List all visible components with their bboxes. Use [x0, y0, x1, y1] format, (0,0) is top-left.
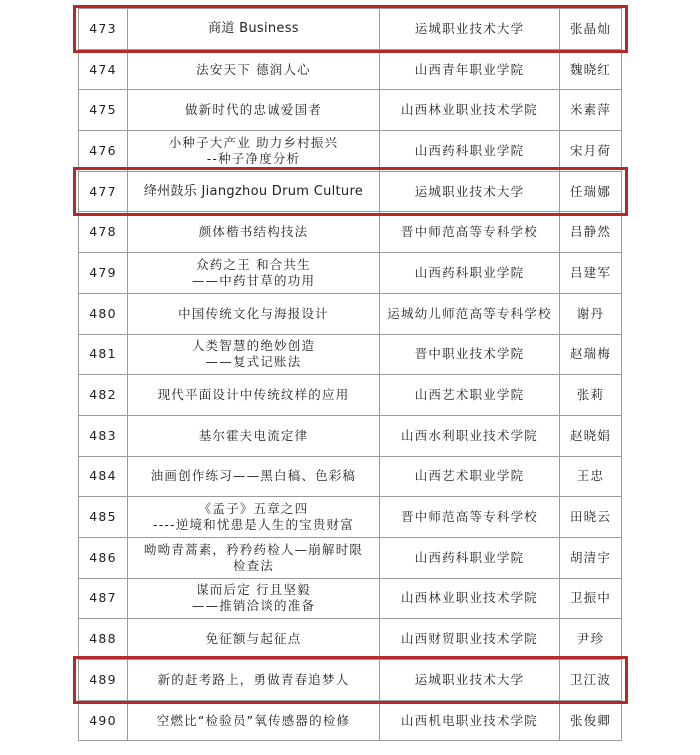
school-name: 山西水利职业技术学院: [380, 415, 560, 456]
row-number: 482: [79, 375, 128, 416]
teacher-name: 宋月荷: [560, 131, 622, 172]
course-title: 绛州鼓乐 Jiangzhou Drum Culture: [128, 171, 380, 212]
row-number: 477: [79, 171, 128, 212]
school-name: 山西林业职业技术学院: [380, 90, 560, 131]
course-title: 谋而后定 行且坚毅 ——推销洽谈的准备: [128, 578, 380, 619]
course-title: 做新时代的忠诚爱国者: [128, 90, 380, 131]
table-row: [79, 700, 622, 741]
teacher-name: 张俊卿: [560, 700, 622, 741]
row-number: 473: [79, 9, 128, 50]
row-number: 484: [79, 456, 128, 497]
teacher-name: 卫振中: [560, 578, 622, 619]
teacher-name: 任瑞娜: [560, 171, 622, 212]
school-name: 晋中师范高等专科学校: [380, 497, 560, 538]
school-name: 山西药科职业学院: [380, 537, 560, 578]
table-row: [79, 49, 622, 90]
teacher-name: 张晶灿: [560, 9, 622, 50]
school-name: 运城职业技术大学: [380, 660, 560, 701]
row-number: 476: [79, 131, 128, 172]
course-title: 颜体楷书结构技法: [128, 212, 380, 253]
teacher-name: 赵瑞梅: [560, 334, 622, 375]
row-number: 474: [79, 49, 128, 90]
course-title: 基尔霍夫电流定律: [128, 415, 380, 456]
teacher-name: 赵晓娟: [560, 415, 622, 456]
row-number: 485: [79, 497, 128, 538]
row-number: 489: [79, 660, 128, 701]
school-name: 山西林业职业技术学院: [380, 578, 560, 619]
school-name: 山西机电职业技术学院: [380, 700, 560, 741]
teacher-name: 胡清宇: [560, 537, 622, 578]
table-row: [79, 212, 622, 253]
school-name: 晋中师范高等专科学校: [380, 212, 560, 253]
table-row: [79, 415, 622, 456]
row-number: 487: [79, 578, 128, 619]
school-name: 山西青年职业学院: [380, 49, 560, 90]
course-title: 中国传统文化与海报设计: [128, 293, 380, 334]
teacher-name: 田晓云: [560, 497, 622, 538]
school-name: 运城职业技术大学: [380, 171, 560, 212]
table-row: [79, 375, 622, 416]
course-title: 《孟子》五章之四 ----逆境和忧患是人生的宝贵财富: [128, 497, 380, 538]
table-row: [79, 619, 622, 660]
table-row: [79, 171, 622, 212]
table-row: [79, 497, 622, 538]
teacher-name: 吕建军: [560, 253, 622, 294]
course-title: 法安天下 德润人心: [128, 49, 380, 90]
teacher-name: 卫江波: [560, 660, 622, 701]
row-number: 490: [79, 700, 128, 741]
course-title: 现代平面设计中传统纹样的应用: [128, 375, 380, 416]
table-row: [79, 660, 622, 701]
course-table-body: [79, 9, 622, 741]
table-row: [79, 456, 622, 497]
row-number: 486: [79, 537, 128, 578]
course-title: 免征额与起征点: [128, 619, 380, 660]
table-row: [79, 90, 622, 131]
course-table: [78, 8, 622, 741]
school-name: 山西财贸职业技术学院: [380, 619, 560, 660]
teacher-name: 张莉: [560, 375, 622, 416]
teacher-name: 米素萍: [560, 90, 622, 131]
course-title: 呦呦青蒿素，矜矜药检人—崩解时限 检查法: [128, 537, 380, 578]
teacher-name: 吕静然: [560, 212, 622, 253]
table-row: [79, 578, 622, 619]
row-number: 480: [79, 293, 128, 334]
school-name: 运城职业技术大学: [380, 9, 560, 50]
row-number: 475: [79, 90, 128, 131]
row-number: 478: [79, 212, 128, 253]
school-name: 山西药科职业学院: [380, 253, 560, 294]
course-title: 商道 Business: [128, 9, 380, 50]
table-row: [79, 334, 622, 375]
school-name: 晋中职业技术学院: [380, 334, 560, 375]
school-name: 运城幼儿师范高等专科学校: [380, 293, 560, 334]
teacher-name: 尹珍: [560, 619, 622, 660]
row-number: 483: [79, 415, 128, 456]
course-title: 空燃比“检验员”氧传感器的检修: [128, 700, 380, 741]
teacher-name: 魏晓红: [560, 49, 622, 90]
teacher-name: 王忠: [560, 456, 622, 497]
row-number: 481: [79, 334, 128, 375]
course-title: 小种子大产业 助力乡村振兴 --种子净度分析: [128, 131, 380, 172]
row-number: 479: [79, 253, 128, 294]
table-row: [79, 9, 622, 50]
course-title: 新的赶考路上，勇做青春追梦人: [128, 660, 380, 701]
row-number: 488: [79, 619, 128, 660]
course-title: 油画创作练习——黑白稿、色彩稿: [128, 456, 380, 497]
table-row: [79, 293, 622, 334]
school-name: 山西艺术职业学院: [380, 456, 560, 497]
course-title: 人类智慧的绝妙创造 ——复式记账法: [128, 334, 380, 375]
table-row: [79, 537, 622, 578]
course-title: 众药之王 和合共生 ——中药甘草的功用: [128, 253, 380, 294]
school-name: 山西艺术职业学院: [380, 375, 560, 416]
school-name: 山西药科职业学院: [380, 131, 560, 172]
teacher-name: 谢丹: [560, 293, 622, 334]
table-row: [79, 253, 622, 294]
table-row: [79, 131, 622, 172]
